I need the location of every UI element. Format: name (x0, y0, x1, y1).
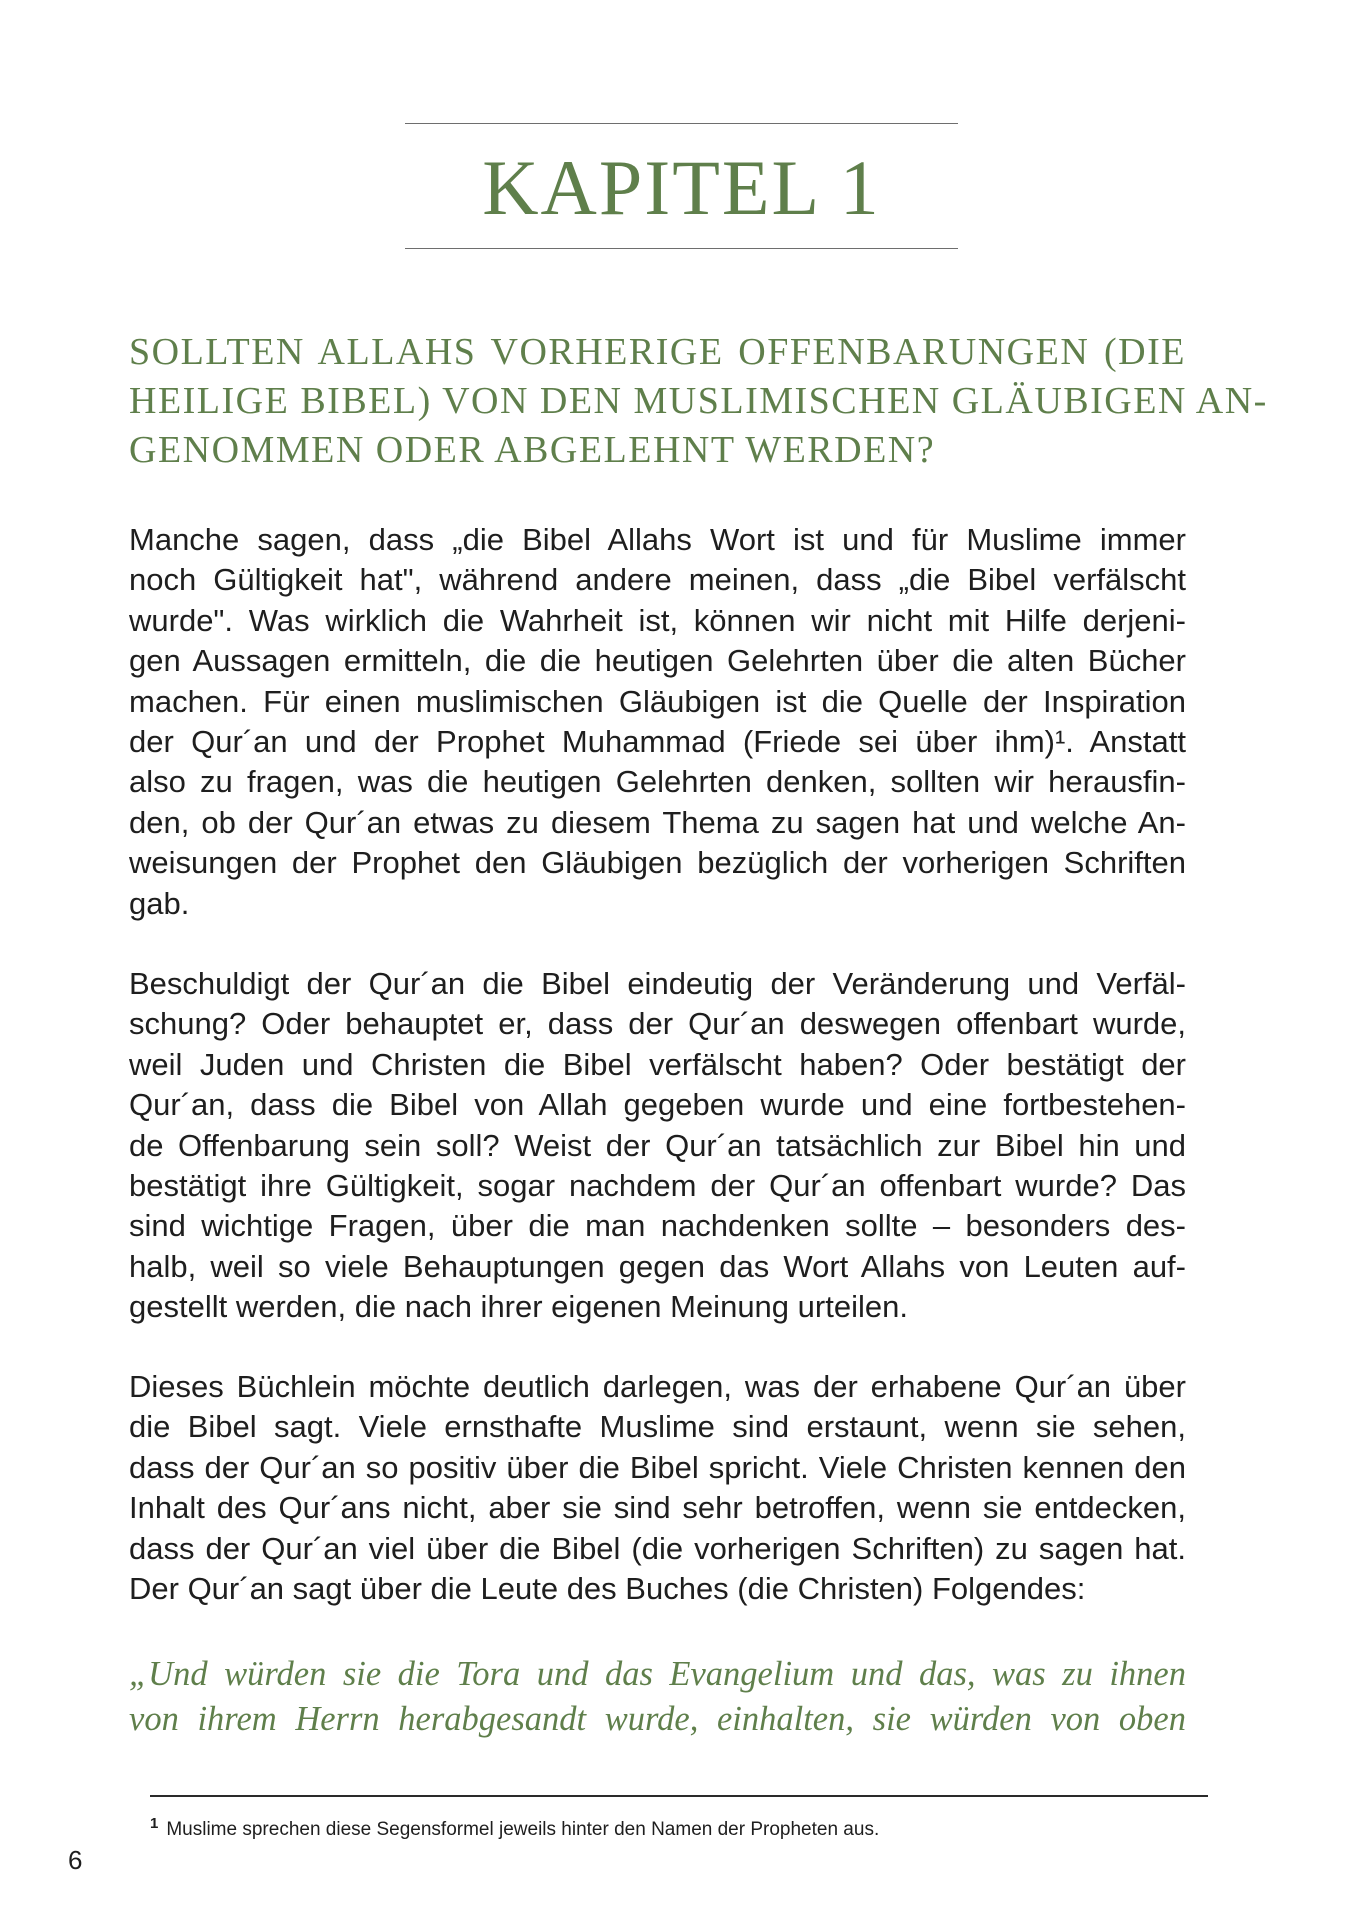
paragraph-line: dass der Qur´an viel über die Bibel (die vorherigen Schriften) zu sagen hat. (129, 1530, 1186, 1566)
paragraph-line: Der Qur´an sagt über die Leute des Buches (die Christen) Folgendes: (129, 1571, 1086, 1607)
paragraph-line: sind wichtige Fragen, über die man nachdenken sollte – besonders des- (129, 1208, 1186, 1244)
paragraph-line: weil Juden und Christen die Bibel verfälscht haben? Oder bestätigt der (129, 1046, 1186, 1082)
paragraph-line: die Bibel sagt. Viele ernsthafte Muslime sind erstaunt, wenn sie sehen, (129, 1409, 1186, 1445)
paragraph-line: halb, weil so viele Behauptungen gegen das Wort Allahs von Leuten auf- (129, 1248, 1186, 1284)
paragraph-line: Beschuldigt der Qur´an die Bibel eindeutig der Veränderung und Verfäl- (129, 966, 1186, 1001)
paragraph-line: schung? Oder behauptet er, dass der Qur´an deswegen offenbart wurde, (129, 1006, 1186, 1042)
paragraph-line: noch Gültigkeit hat", während andere meinen, dass „die Bibel verfälscht (129, 562, 1186, 598)
paragraph-line: den, ob der Qur´an etwas zu diesem Thema zu sagen hat und welche An- (129, 804, 1186, 840)
chapter-bottom-rule (405, 248, 958, 249)
paragraph-line: dass der Qur´an so positiv über die Bibel spricht. Viele Christen kennen den (129, 1449, 1186, 1485)
paragraph-line: gestellt werden, die nach ihrer eigenen Meinung urteilen. (129, 1289, 908, 1325)
paragraph-line: also zu fragen, was die heutigen Gelehrten denken, sollten wir herausfin- (129, 764, 1186, 800)
paragraph-line: Dieses Büchlein möchte deutlich darlegen, was der erhabene Qur´an über (129, 1369, 1186, 1404)
section-heading (129, 328, 1268, 475)
chapter-title: KAPITEL 1 (482, 144, 881, 231)
quote-line: von ihrem Herrn herabgesandt wurde, einhalten, sie würden von oben (129, 1700, 1186, 1738)
heading-line: SOLLTEN ALLAHS VORHERIGE OFFENBARUNGEN (DIE (129, 331, 1186, 373)
paragraph-line: gab. (129, 885, 190, 921)
body-paragraph-3 (129, 1367, 1186, 1609)
body-paragraph-2 (129, 964, 1186, 1328)
chapter-top-rule (405, 123, 958, 124)
page-number: 6 (68, 1845, 83, 1875)
paragraph-line: machen. Für einen muslimischen Gläubigen ist die Quelle der Inspiration (129, 683, 1186, 719)
quote-line: „Und würden sie die Tora und das Evangelium und das, was zu ihnen (129, 1655, 1186, 1693)
paragraph-line: Qur´an, dass die Bibel von Allah gegeben wurde und eine fortbestehen- (129, 1087, 1186, 1123)
quran-quote (129, 1652, 1186, 1742)
paragraph-line: der Qur´an und der Prophet Muhammad (Friede sei über ihm)¹. Anstatt (129, 724, 1186, 760)
paragraph-line: de Offenbarung sein soll? Weist der Qur´an tatsächlich zur Bibel hin und (129, 1127, 1186, 1163)
paragraph-line: wurde". Was wirklich die Wahrheit ist, können wir nicht mit Hilfe derjeni- (129, 602, 1186, 638)
heading-line: GENOMMEN ODER ABGELEHNT WERDEN? (129, 429, 936, 471)
paragraph-line: gen Aussagen ermitteln, die die heutigen Gelehrten über die alten Bücher (129, 643, 1186, 679)
paragraph-line: Inhalt des Qur´ans nicht, aber sie sind sehr betroffen, wenn sie entdecken, (129, 1490, 1186, 1526)
paragraph-line: weisungen der Prophet den Gläubigen bezüglich der vorherigen Schriften (129, 845, 1186, 881)
footnote (150, 1811, 879, 1843)
heading-line: HEILIGE BIBEL) VON DEN MUSLIMISCHEN GLÄUBIGEN AN- (129, 380, 1268, 422)
footnote-marker: 1 (150, 1815, 159, 1832)
footnote-separator (150, 1795, 1208, 1797)
footnote-text: Muslime sprechen diese Segensformel jeweils hinter den Namen der Propheten aus. (166, 1819, 880, 1840)
paragraph-line: bestätigt ihre Gültigkeit, sogar nachdem der Qur´an offenbart wurde? Das (129, 1168, 1186, 1204)
paragraph-line: Manche sagen, dass „die Bibel Allahs Wort ist und für Muslime immer (129, 522, 1186, 557)
body-paragraph-1 (129, 520, 1186, 924)
